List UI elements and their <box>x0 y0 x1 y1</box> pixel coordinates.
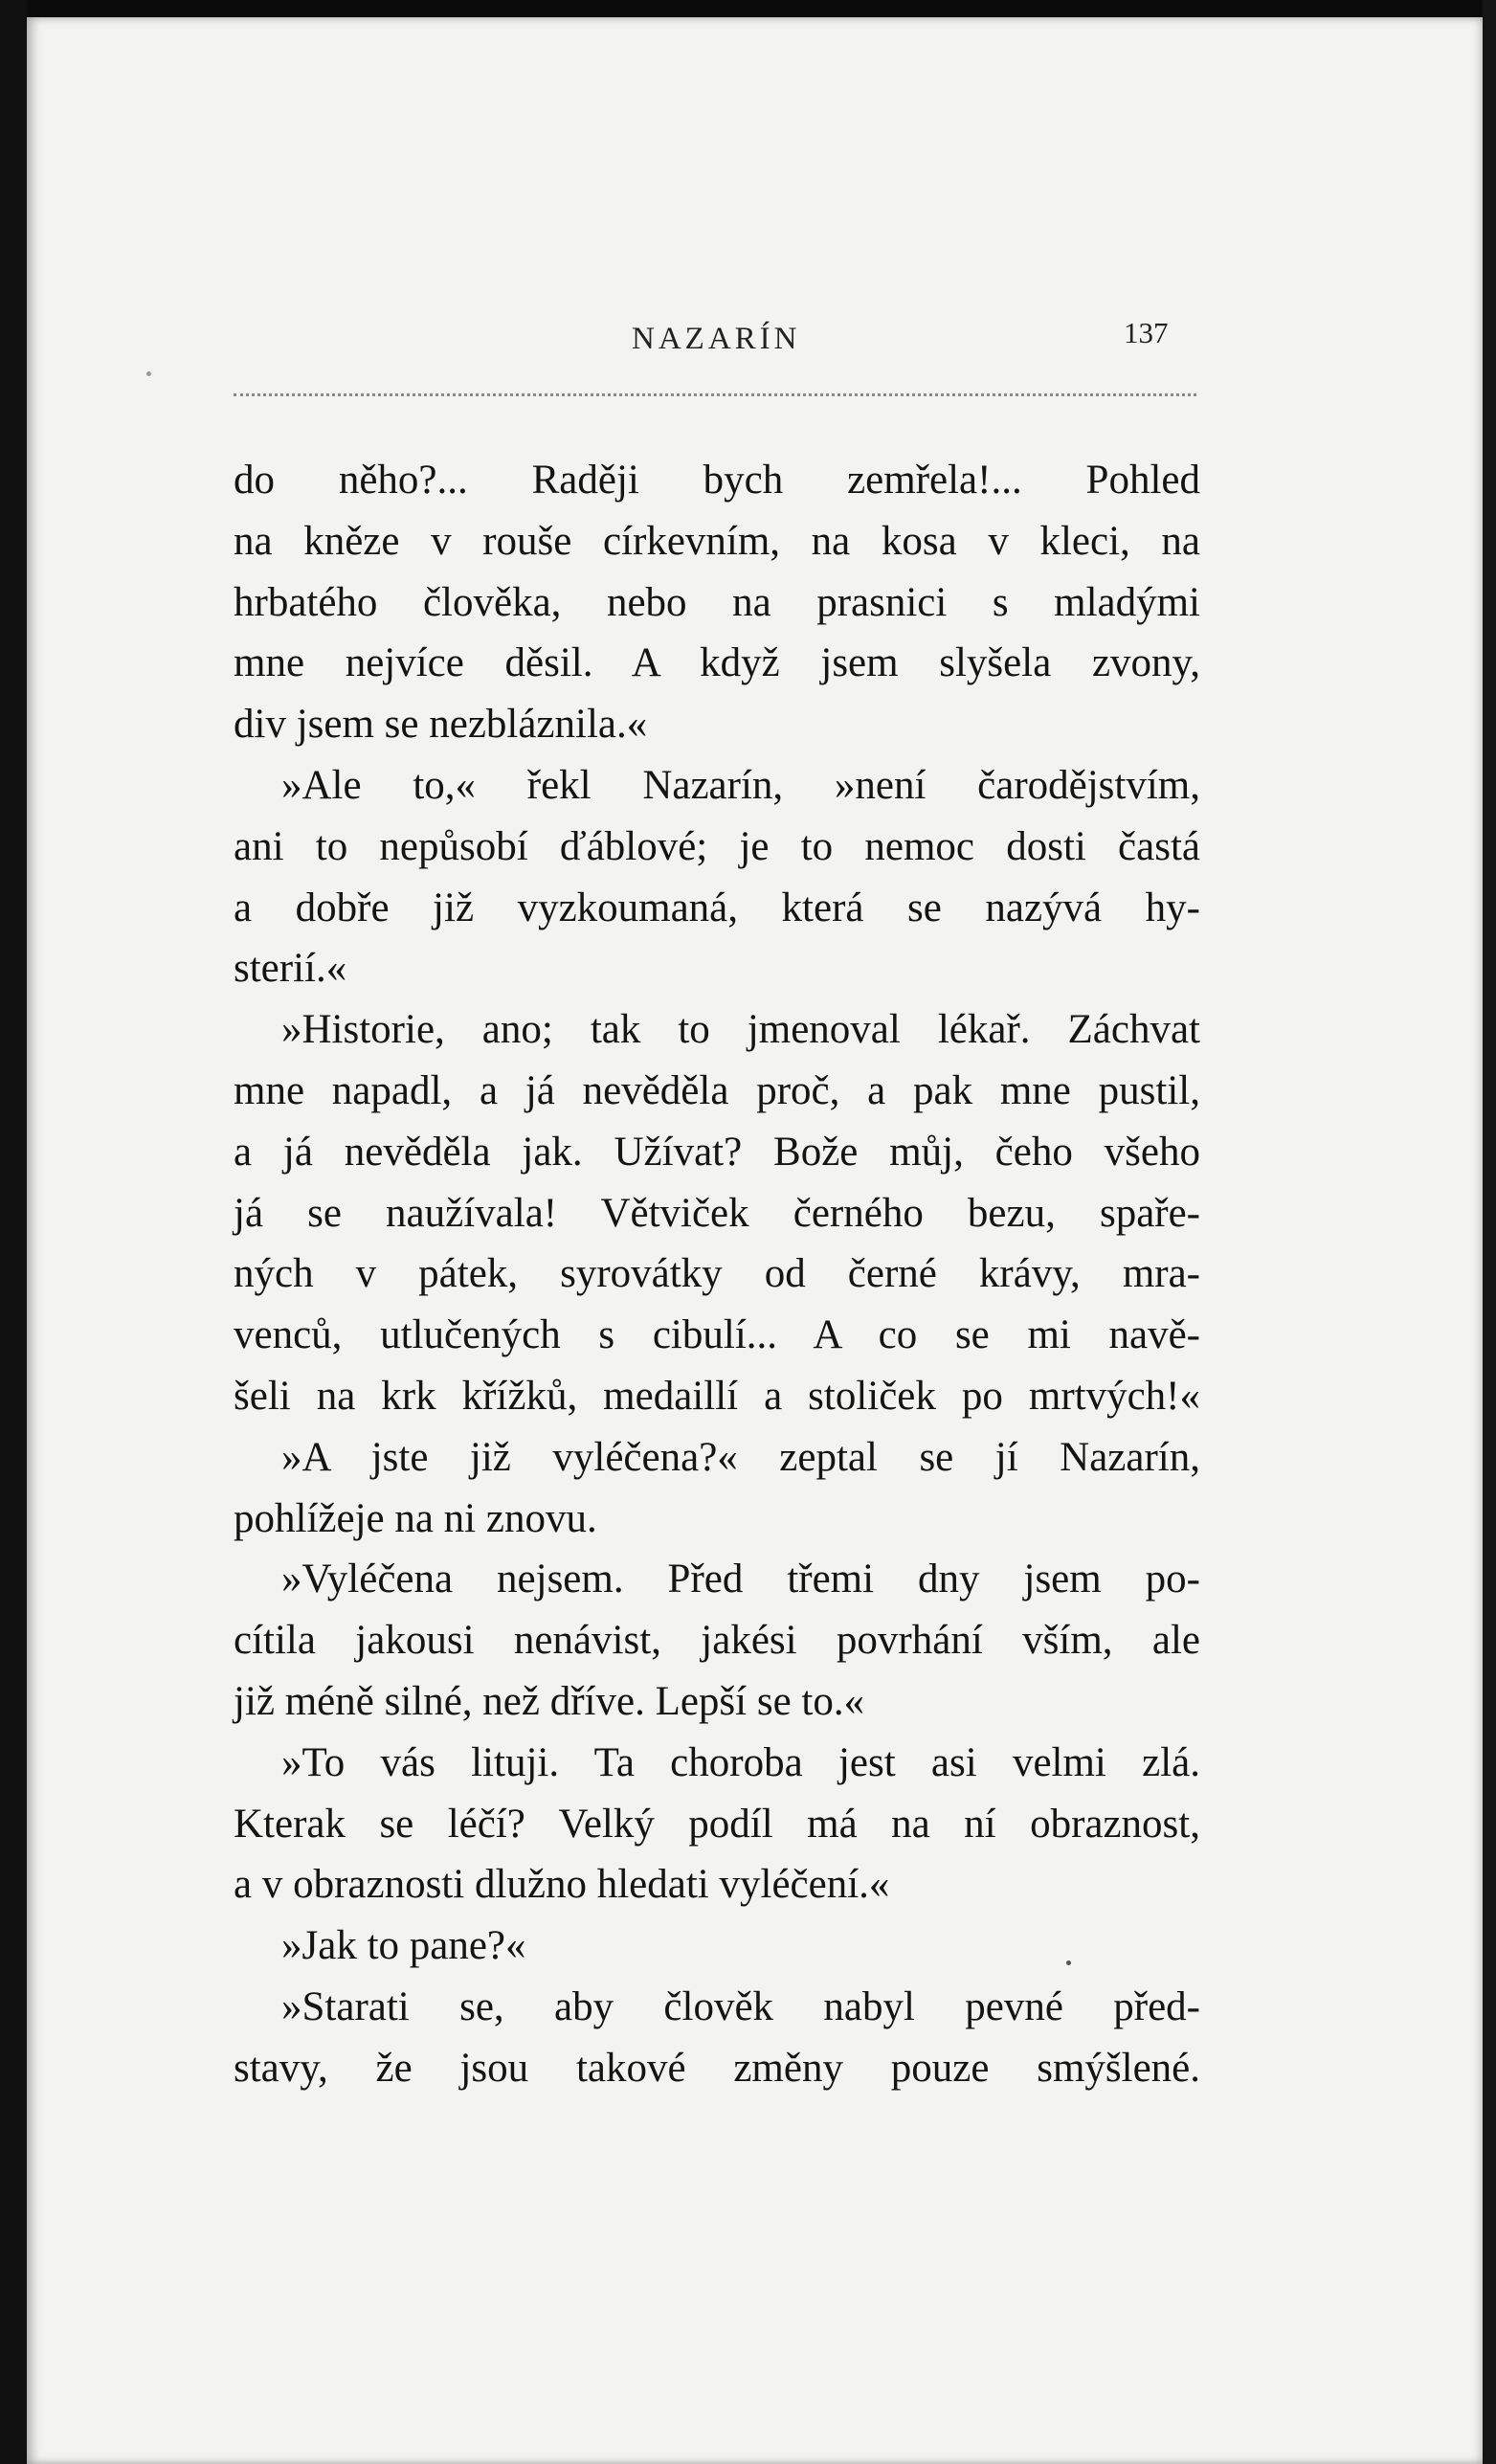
text-line: mne nejvíce děsil. A když jsem slyšela zvony, <box>234 640 1200 686</box>
text-line: ných v pátek, syrovátky od černé krávy, mra- <box>234 1251 1200 1297</box>
text-line: pohlížeje na ni znovu. <box>234 1495 597 1541</box>
text-line: stavy, že jsou takové změny pouze smýšlené. <box>234 2045 1200 2091</box>
text-line: »Starati se, aby člověk nabyl pevné před- <box>281 1983 1200 2029</box>
text-line: a v obraznosti dlužno hledati vyléčení.« <box>234 1862 890 1908</box>
text-line: již méně silné, než dříve. Lepší se to.« <box>234 1678 865 1724</box>
text-line: do něho?... Raději bych zemřela!... Pohled <box>234 458 1200 503</box>
text-line: Kterak se léčí? Velký podíl má na ní obraznost, <box>234 1801 1200 1847</box>
header-rule <box>234 393 1196 396</box>
text-line: »Historie, ano; tak to jmenoval lékař. Záchvat <box>281 1007 1200 1053</box>
text-line: div jsem se nezbláznila.« <box>234 702 648 748</box>
text-line: sterií.« <box>234 946 347 992</box>
text-line: cítila jakousi nenávist, jakési povrhání vším, ale <box>234 1618 1200 1664</box>
scan-right-border <box>1483 0 1496 2464</box>
text-line: šeli na krk křížků, medaillí a stoliček po mrtvých!« <box>234 1373 1200 1419</box>
scan-top-border <box>0 0 1496 17</box>
text-line: a já nevěděla jak. Užívat? Bože můj, čeho všeho <box>234 1129 1200 1175</box>
scan-left-border <box>0 0 27 2464</box>
book-page <box>27 17 1483 2464</box>
text-line: »Vyléčena nejsem. Před třemi dny jsem po- <box>281 1557 1200 1602</box>
text-line: »To vás lituji. Ta choroba jest asi velmi zlá. <box>281 1739 1200 1785</box>
text-line: já se naužívala! Větviček černého bezu, spaře- <box>234 1190 1200 1236</box>
page-number: 137 <box>1124 316 1169 349</box>
text-line: na kněze v rouše církevním, na kosa v kleci, na <box>234 518 1200 564</box>
scan-speck <box>146 371 151 376</box>
page-header <box>27 17 1483 400</box>
text-line: a dobře již vyzkoumaná, která se nazývá hy- <box>234 885 1200 930</box>
text-line: »A jste již vyléčena?« zeptal se jí Nazarín, <box>281 1434 1200 1480</box>
body-text <box>234 450 1200 2099</box>
text-line: »Jak to pane?« <box>281 1923 526 1969</box>
running-title: NAZARÍN <box>632 322 801 356</box>
text-line: ani to nepůsobí ďáblové; je to nemoc dosti častá <box>234 823 1200 869</box>
text-line: hrbatého člověka, nebo na prasnici s mladými <box>234 579 1200 625</box>
text-line: venců, utlučených s cibulí... A co se mi navě- <box>234 1312 1200 1358</box>
text-line: »Ale to,« řekl Nazarín, »není čarodějstvím, <box>281 762 1200 808</box>
text-line: mne napadl, a já nevěděla proč, a pak mne pustil, <box>234 1067 1200 1113</box>
